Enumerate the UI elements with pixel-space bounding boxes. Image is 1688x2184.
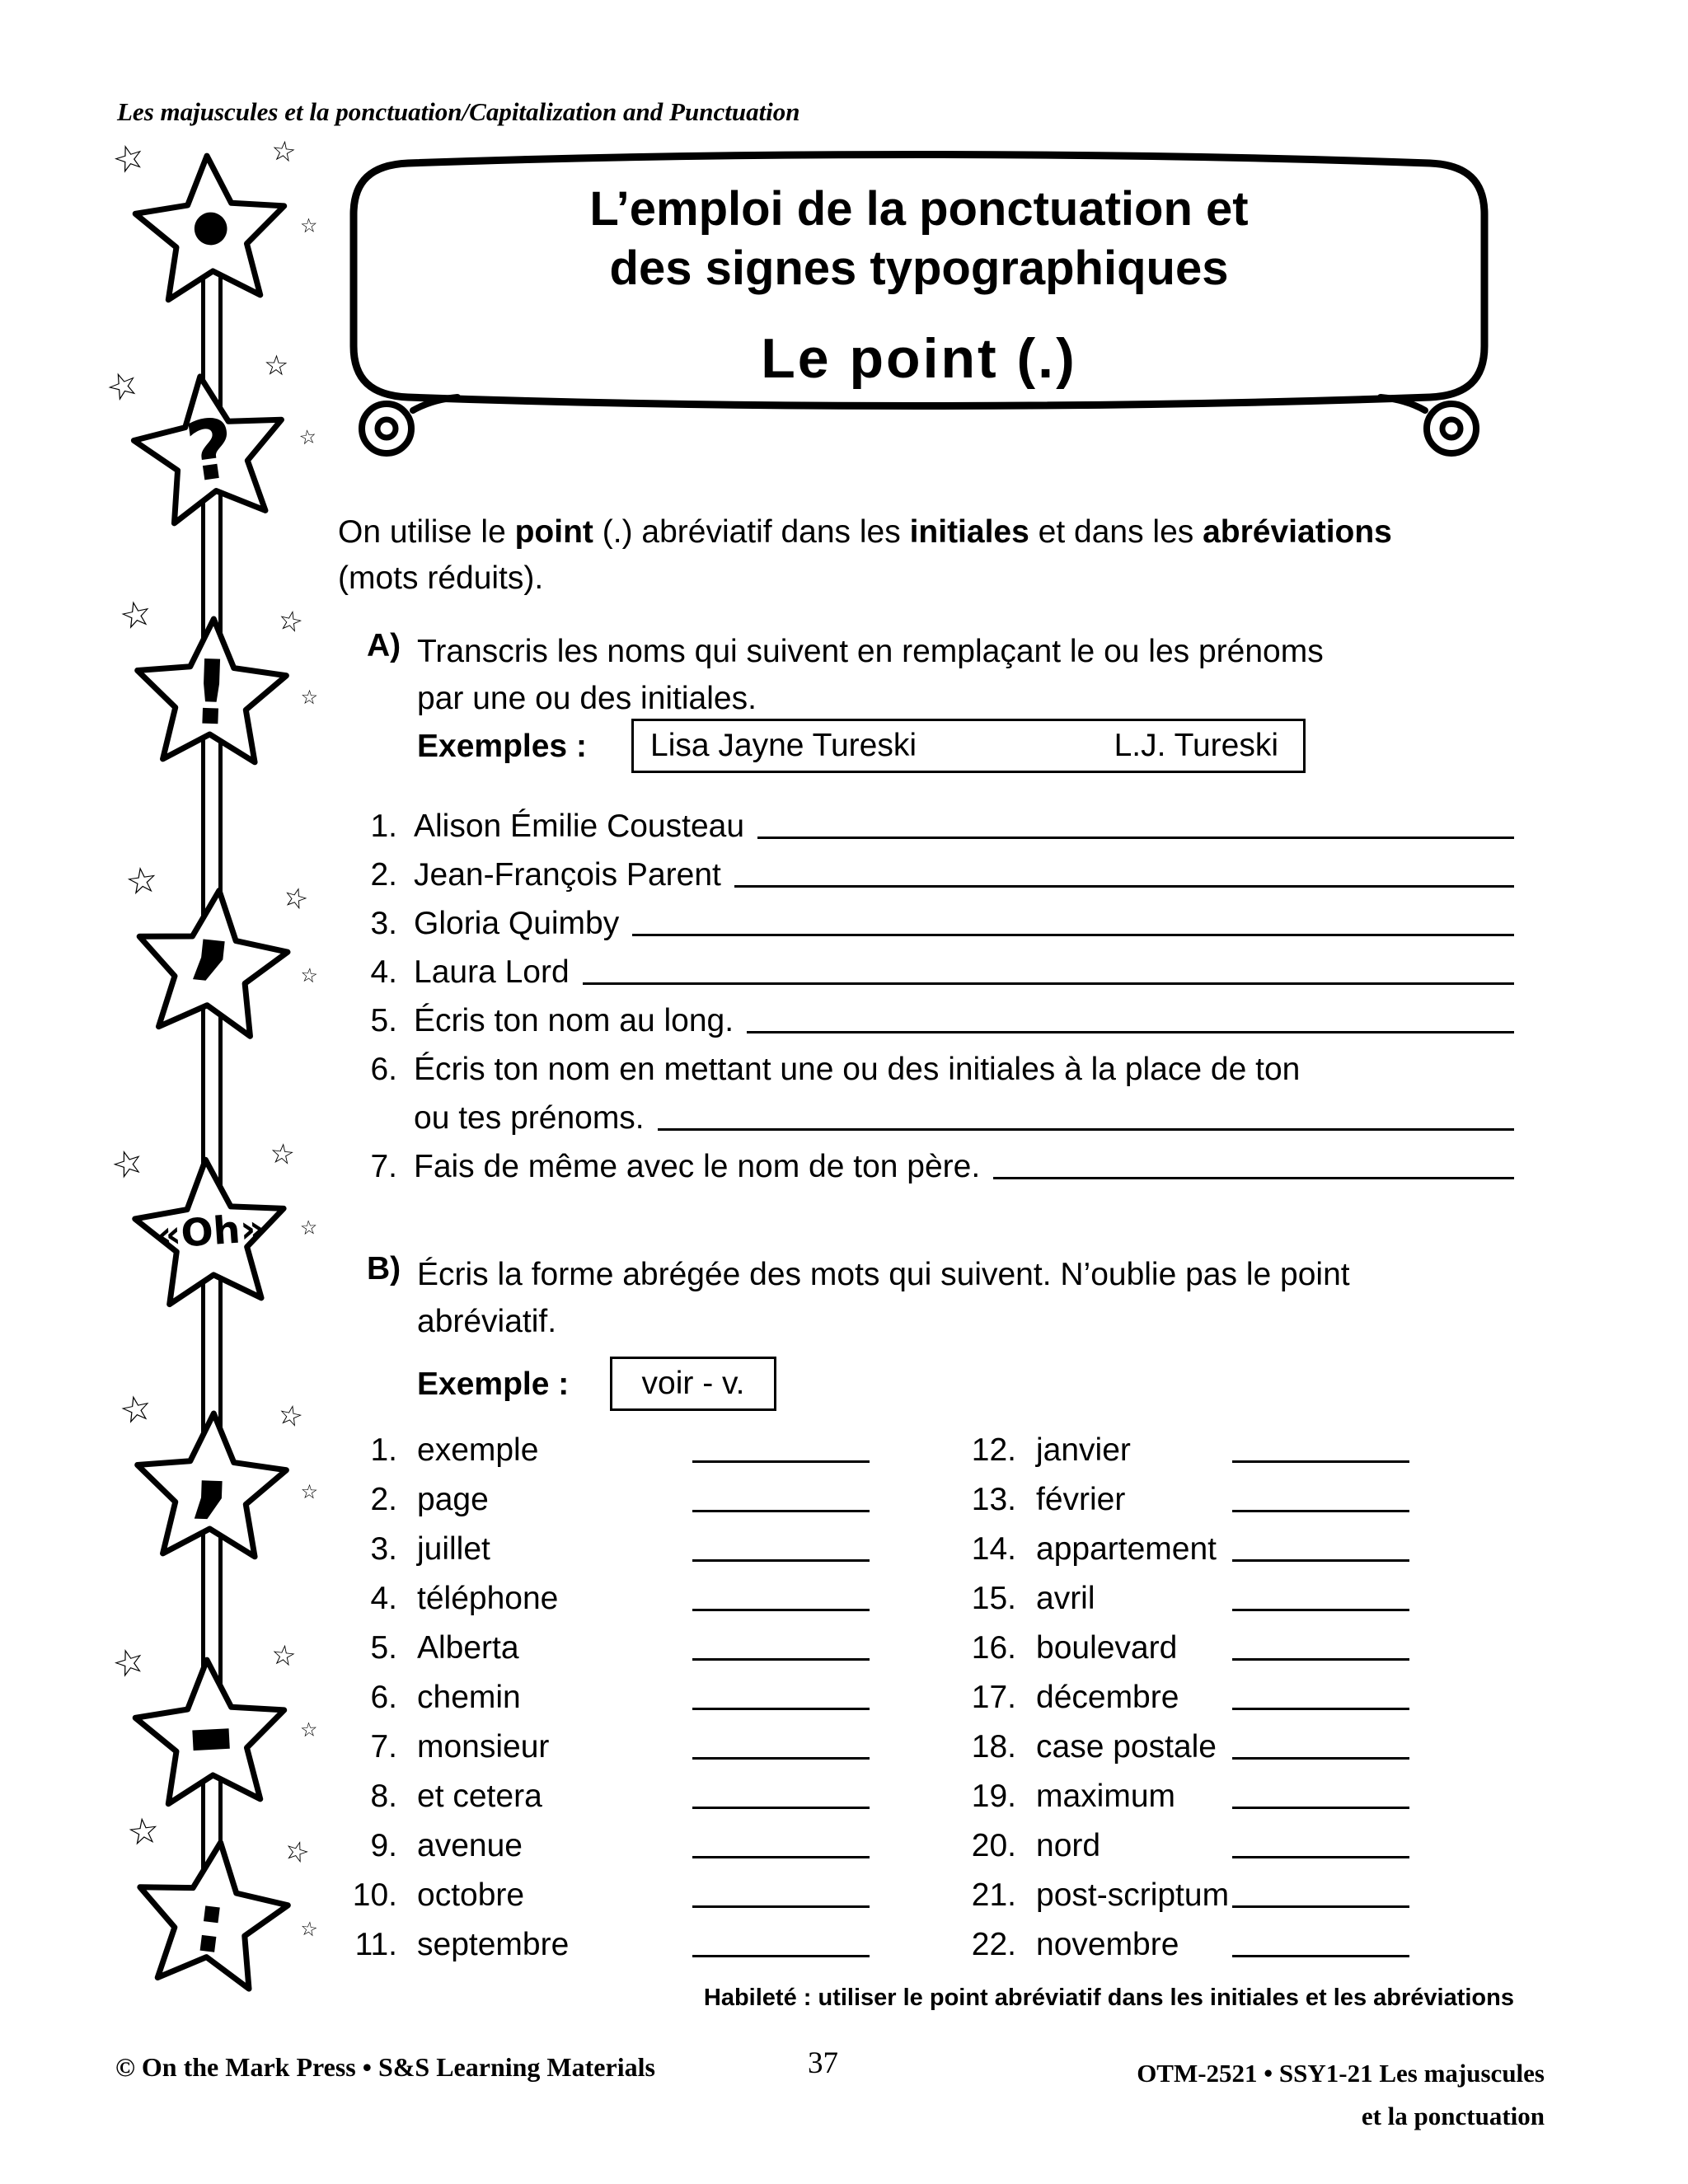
item-word: téléphone xyxy=(417,1581,559,1616)
banner-title-line1: L’emploi de la ponctuation et xyxy=(589,182,1249,236)
item-number: 18. xyxy=(971,1729,1016,1765)
list-item xyxy=(338,1716,870,1765)
period-icon: ● xyxy=(190,199,231,252)
mini-star-icon: ☆ xyxy=(107,1638,152,1688)
item-word: juillet xyxy=(417,1531,490,1567)
list-item xyxy=(338,1568,870,1617)
question-mark-icon: ? xyxy=(180,399,241,502)
title-banner xyxy=(334,157,1504,470)
item-number: 2. xyxy=(370,1482,397,1517)
example-label: Exemple : xyxy=(417,1366,570,1402)
mini-star-icon: ☆ xyxy=(267,1137,297,1173)
answer-line[interactable] xyxy=(1232,1708,1409,1710)
section-a-list xyxy=(338,796,1514,1185)
list-item xyxy=(338,1088,1514,1137)
mini-star-icon: ☆ xyxy=(115,591,157,640)
item-word: case postale xyxy=(1036,1729,1217,1765)
mini-star-icon: ☆ xyxy=(300,1479,319,1504)
star-colon xyxy=(120,1809,320,2013)
section-a-instruction-line2: par une ou des initiales. xyxy=(417,681,757,716)
item-word: Alberta xyxy=(417,1630,519,1666)
item-number: 6. xyxy=(370,1680,397,1715)
item-number: 16. xyxy=(971,1630,1016,1666)
item-word: et cetera xyxy=(417,1779,542,1814)
item-text: Fais de même avec le nom de ton père. xyxy=(414,1149,981,1184)
skill-statement: Habileté : utiliser le point abréviatif dans les initiales et les abréviations xyxy=(703,1985,1514,2011)
example-abbreviated-name: L.J. Tureski xyxy=(1114,728,1278,763)
mini-star-icon: ☆ xyxy=(100,360,146,412)
star-dash xyxy=(107,1638,319,1825)
banner-subtitle: Le point (.) xyxy=(761,327,1077,390)
answer-line[interactable] xyxy=(734,885,1514,888)
list-item xyxy=(935,1815,1409,1864)
answer-line[interactable] xyxy=(692,1460,870,1463)
item-word: janvier xyxy=(1036,1432,1131,1468)
star-apostrophe xyxy=(115,1385,319,1601)
item-text: Écris ton nom en mettant une ou des initiales à la place de ton xyxy=(414,1052,1301,1087)
item-number: 15. xyxy=(971,1581,1016,1616)
mini-star-icon: ☆ xyxy=(269,134,298,170)
item-number: 9. xyxy=(370,1828,397,1863)
page-number: 37 xyxy=(808,2046,838,2080)
item-number: 3. xyxy=(370,906,397,941)
examples-label: Exemples : xyxy=(417,729,587,764)
section-a-instruction-line1: Transcris les noms qui suivent en remplaçant le ou les prénoms xyxy=(417,634,1324,669)
answer-line[interactable] xyxy=(1232,1955,1409,1957)
mini-star-icon: ☆ xyxy=(274,602,307,641)
intro-text: On utilise le xyxy=(338,514,515,550)
copyright-line: © On the Mark Press • S&S Learning Materials xyxy=(115,2052,655,2082)
section-b-list-right xyxy=(935,1419,1409,1963)
list-item xyxy=(338,1518,870,1568)
mini-star-icon: ☆ xyxy=(298,1215,319,1240)
intro-text: (.) abréviatif dans les xyxy=(593,514,910,550)
item-number: 1. xyxy=(370,1432,397,1468)
section-a-label: A) xyxy=(367,628,401,663)
answer-line[interactable] xyxy=(757,837,1514,839)
answer-line[interactable] xyxy=(1232,1510,1409,1512)
mini-star-icon: ☆ xyxy=(269,1638,298,1674)
item-number: 3. xyxy=(370,1531,397,1567)
mini-star-icon: ☆ xyxy=(279,879,312,918)
item-word: avenue xyxy=(417,1828,523,1863)
list-item xyxy=(935,1518,1409,1568)
mini-star-icon: ☆ xyxy=(274,1397,307,1436)
section-b-instruction-line1: Écris la forme abrégée des mots qui suivent. N’oublie pas le point xyxy=(417,1257,1350,1292)
answer-line[interactable] xyxy=(692,1905,870,1908)
list-item xyxy=(338,1469,870,1518)
item-word: nord xyxy=(1036,1828,1101,1863)
example-full-name: Lisa Jayne Tureski xyxy=(650,728,917,763)
list-item xyxy=(935,1419,1409,1469)
quotation-marks-icon: «Oh» xyxy=(155,1205,266,1258)
item-word: page xyxy=(417,1482,489,1517)
answer-line[interactable] xyxy=(1232,1658,1409,1661)
item-number: 11. xyxy=(354,1927,397,1962)
item-word: post-scriptum xyxy=(1036,1877,1230,1913)
answer-line[interactable] xyxy=(1232,1559,1409,1562)
item-word: appartement xyxy=(1036,1531,1217,1567)
item-number: 10. xyxy=(352,1877,397,1913)
list-item xyxy=(338,991,1514,1039)
item-number: 17. xyxy=(971,1680,1016,1715)
section-b-list-left xyxy=(338,1419,870,1963)
page-header: Les majuscules et la ponctuation/Capitalization and Punctuation xyxy=(117,97,800,126)
list-item xyxy=(935,1716,1409,1765)
exclamation-mark-icon: ! xyxy=(189,641,233,746)
section-b-instruction-line2: abréviatif. xyxy=(417,1304,557,1339)
mini-star-icon: ☆ xyxy=(106,1138,150,1189)
intro-line2: (mots réduits). xyxy=(338,560,544,596)
item-word: novembre xyxy=(1036,1927,1179,1962)
star-comma xyxy=(120,847,320,1059)
item-number: 4. xyxy=(370,954,397,990)
answer-line[interactable] xyxy=(747,1031,1514,1033)
list-item xyxy=(338,1666,870,1716)
list-item xyxy=(338,1617,870,1666)
star-period xyxy=(107,134,319,321)
mini-star-icon: ☆ xyxy=(299,1718,319,1742)
item-number: 12. xyxy=(971,1432,1016,1468)
mini-star-icon: ☆ xyxy=(262,349,289,383)
list-item xyxy=(338,796,1514,845)
list-item xyxy=(935,1469,1409,1518)
intro-paragraph xyxy=(338,509,1525,602)
product-code xyxy=(968,2052,1545,2138)
answer-line[interactable] xyxy=(692,1658,870,1661)
item-text: Alison Émilie Cousteau xyxy=(414,808,745,844)
item-number: 21. xyxy=(971,1877,1016,1913)
item-number: 2. xyxy=(370,857,397,893)
dash-icon: ▬ xyxy=(186,1701,236,1769)
list-item xyxy=(935,1914,1409,1963)
section-b-instruction xyxy=(417,1251,1538,1345)
answer-line[interactable] xyxy=(1232,1856,1409,1858)
answer-line[interactable] xyxy=(658,1128,1514,1131)
star-exclamation xyxy=(115,591,319,783)
colon-icon: : xyxy=(188,1872,233,1973)
answer-line[interactable] xyxy=(692,1559,870,1562)
answer-line[interactable] xyxy=(692,1510,870,1512)
item-word: septembre xyxy=(417,1927,570,1962)
answer-line[interactable] xyxy=(1232,1905,1409,1908)
item-number: 20. xyxy=(971,1828,1016,1863)
list-item xyxy=(338,1914,870,1963)
answer-line[interactable] xyxy=(993,1177,1514,1179)
answer-line[interactable] xyxy=(583,982,1514,985)
mini-star-icon: ☆ xyxy=(107,134,152,184)
answer-line[interactable] xyxy=(692,1609,870,1611)
apostrophe-icon: ’ xyxy=(183,1456,236,1601)
item-number: 1. xyxy=(370,808,397,844)
mini-star-icon: ☆ xyxy=(300,685,319,710)
list-item xyxy=(338,942,1514,991)
answer-line[interactable] xyxy=(632,934,1514,936)
answer-line[interactable] xyxy=(692,1807,870,1809)
item-text: Écris ton nom au long. xyxy=(414,1003,734,1038)
item-number: 8. xyxy=(370,1779,397,1814)
list-item xyxy=(338,1137,1514,1185)
intro-line1 xyxy=(338,509,1525,555)
intro-bold-point: point xyxy=(514,514,593,550)
mini-star-icon: ☆ xyxy=(279,1832,314,1872)
answer-line[interactable] xyxy=(1232,1460,1409,1463)
item-number: 22. xyxy=(971,1927,1016,1962)
list-item xyxy=(935,1765,1409,1815)
list-item xyxy=(338,893,1514,942)
item-number: 5. xyxy=(370,1630,397,1666)
answer-line[interactable] xyxy=(692,1708,870,1710)
mini-star-icon: ☆ xyxy=(124,1809,162,1855)
mini-star-icon: ☆ xyxy=(298,1916,320,1942)
item-number: 14. xyxy=(971,1531,1016,1567)
example-box xyxy=(610,1357,776,1411)
item-number: 5. xyxy=(370,1003,397,1038)
list-item xyxy=(338,845,1514,893)
mini-star-icon: ☆ xyxy=(115,1385,157,1434)
list-item xyxy=(935,1617,1409,1666)
item-number: 4. xyxy=(370,1581,397,1616)
answer-line[interactable] xyxy=(1232,1757,1409,1760)
answer-line[interactable] xyxy=(692,1856,870,1858)
item-number: 7. xyxy=(370,1729,397,1765)
section-b-label: B) xyxy=(367,1251,401,1286)
list-item xyxy=(935,1568,1409,1617)
star-question-mark xyxy=(100,349,319,547)
item-word: avril xyxy=(1036,1581,1095,1616)
section-a-instruction xyxy=(417,628,1522,722)
item-word: février xyxy=(1036,1482,1126,1517)
intro-text: et dans les xyxy=(1029,514,1203,550)
list-item xyxy=(338,1419,870,1469)
banner-text xyxy=(334,180,1504,391)
item-word: décembre xyxy=(1036,1680,1179,1715)
item-word: boulevard xyxy=(1036,1630,1178,1666)
item-number: 6. xyxy=(370,1052,397,1087)
item-number: 19. xyxy=(971,1779,1016,1814)
item-text: Gloria Quimby xyxy=(414,906,620,941)
list-item xyxy=(338,1864,870,1914)
item-word: octobre xyxy=(417,1877,525,1913)
item-text: Jean-François Parent xyxy=(414,857,721,893)
product-code-line1: OTM-2521 • SSY1-21 Les majuscules xyxy=(1137,2059,1545,2088)
list-item xyxy=(935,1864,1409,1914)
answer-line[interactable] xyxy=(1232,1807,1409,1809)
intro-bold-abreviations: abréviations xyxy=(1203,514,1392,550)
answer-line[interactable] xyxy=(692,1757,870,1760)
banner-title-line2: des signes typographiques xyxy=(609,241,1229,295)
list-item xyxy=(338,1765,870,1815)
mini-star-icon: ☆ xyxy=(299,213,319,238)
list-item xyxy=(338,1815,870,1864)
list-item xyxy=(338,1039,1514,1088)
item-number: 13. xyxy=(971,1482,1016,1517)
item-text: Laura Lord xyxy=(414,954,570,990)
item-text: ou tes prénoms. xyxy=(414,1100,645,1136)
examples-box xyxy=(631,719,1306,773)
example-abbreviation: voir - v. xyxy=(641,1366,745,1401)
mini-star-icon: ☆ xyxy=(297,424,319,450)
item-word: chemin xyxy=(417,1680,521,1715)
comma-icon: , xyxy=(185,847,247,996)
mini-star-icon: ☆ xyxy=(298,963,320,988)
intro-bold-initiales: initiales xyxy=(909,514,1029,550)
item-number: 7. xyxy=(370,1149,397,1184)
answer-line[interactable] xyxy=(692,1955,870,1957)
answer-line[interactable] xyxy=(1232,1609,1409,1611)
star-quotation-oh xyxy=(106,1137,319,1325)
item-word: exemple xyxy=(417,1432,539,1468)
product-code-line2: et la ponctuation xyxy=(1361,2102,1545,2130)
mini-star-icon: ☆ xyxy=(123,858,162,905)
list-item xyxy=(935,1666,1409,1716)
item-word: maximum xyxy=(1036,1779,1176,1814)
item-word: monsieur xyxy=(417,1729,550,1765)
